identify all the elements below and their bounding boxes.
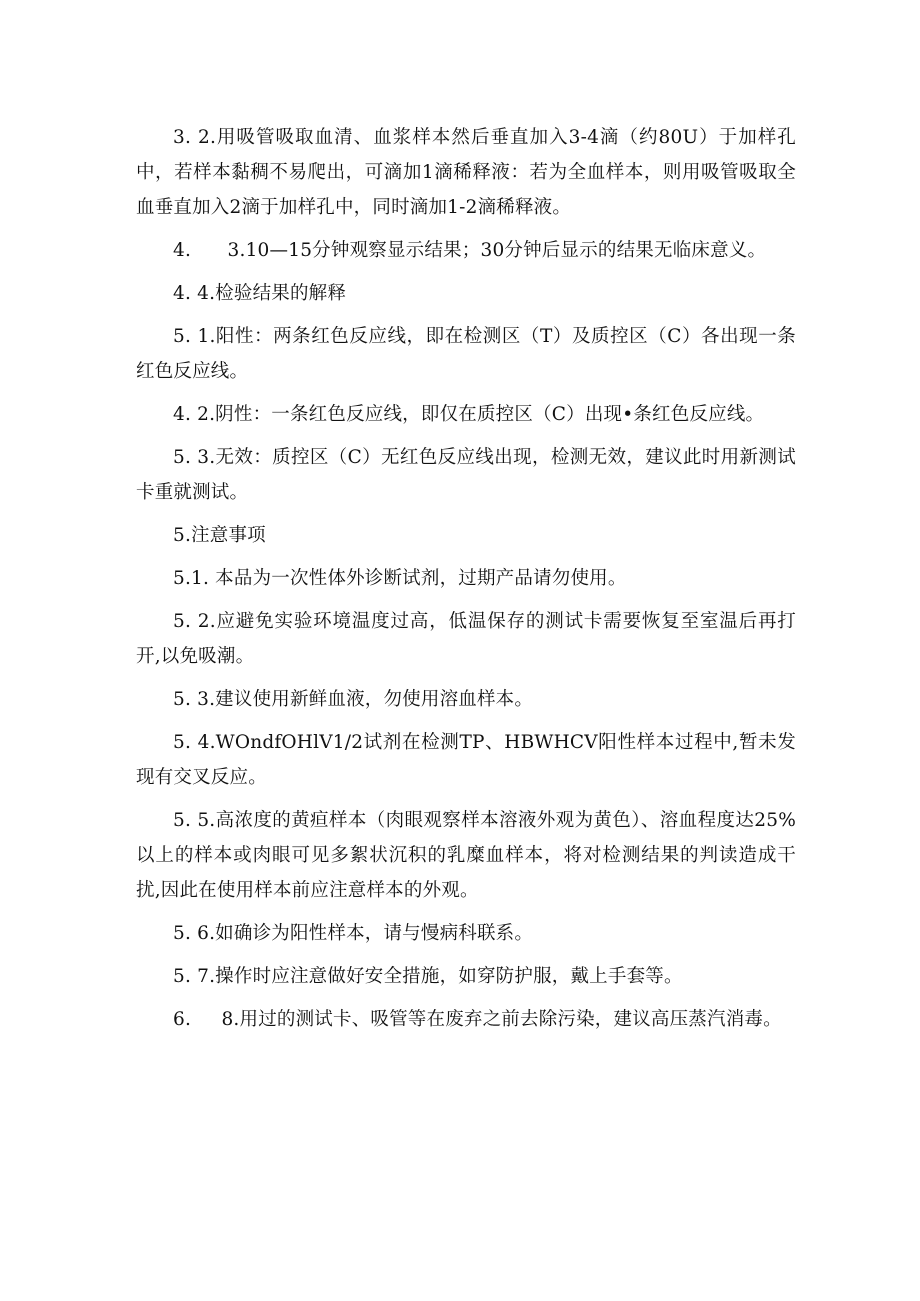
- paragraph-precaution-5: 5. 5.高浓度的黄疸样本（肉眼观察样本溶液外观为黄色）、溶血程度达25%以上的样本或肉眼可见多絮状沉积的乳糜血样本，将对检测结果的判读造成干扰,因此在使用样本前应注意样本的外观。: [136, 810, 796, 901]
- paragraph-precaution-2: 5. 2.应避免实验环境温度过高，低温保存的测试卡需要恢复至室温后再打开,以免吸潮。: [136, 611, 796, 667]
- paragraph-invalid: 5. 3.无效：质控区（C）无红色反应线出现，检测无效，建议此时用新测试卡重就测试。: [136, 447, 796, 503]
- paragraph-precaution-1: 5.1. 本品为一次性体外诊断试剂，过期产品请勿使用。: [173, 568, 627, 589]
- paragraph-precaution-3: 5. 3.建议使用新鲜血液，勿使用溶血样本。: [173, 689, 534, 710]
- paragraph-precaution-7: 5. 7.操作时应注意做好安全措施，如穿防护服，戴上手套等。: [173, 966, 683, 987]
- paragraph-precaution-8: 6. 8.用过的测试卡、吸管等在废弃之前去除污染，建议高压蒸汽消毒。: [173, 1009, 782, 1030]
- paragraph-observe-time: 4. 3.10—15分钟观察显示结果；30分钟后显示的结果无临床意义。: [173, 240, 767, 261]
- paragraph-negative: 4. 2.阴性：一条红色反应线，即仅在质控区（C）出现•条红色反应线。: [173, 404, 765, 425]
- document-body: [136, 120, 796, 1045]
- paragraph-positive: 5. 1.阳性：两条红色反应线，即在检测区（T）及质控区（C）各出现一条红色反应线。: [136, 326, 796, 382]
- paragraph-precautions-heading: 5.注意事项: [173, 525, 266, 546]
- paragraph-sample-loading: 3. 2.用吸管吸取血清、血浆样本然后垂直加入3-4滴（约80U）于加样孔中，若样本黏稠不易爬出，可滴加1滴稀释液：若为全血样本，则用吸管吸取全血垂直加入2滴于加样孔中，同时滴加1-2滴稀释液。: [136, 127, 796, 218]
- paragraph-result-interpretation-heading: 4. 4.检验结果的解释: [173, 283, 347, 304]
- paragraph-precaution-6: 5. 6.如确诊为阳性样本，请与慢病科联系。: [173, 923, 534, 944]
- paragraph-precaution-4: 5. 4.WOndfOHlV1/2试剂在检测TP、HBWHCV阳性样本过程中,暂未发现有交叉反应。: [136, 732, 796, 788]
